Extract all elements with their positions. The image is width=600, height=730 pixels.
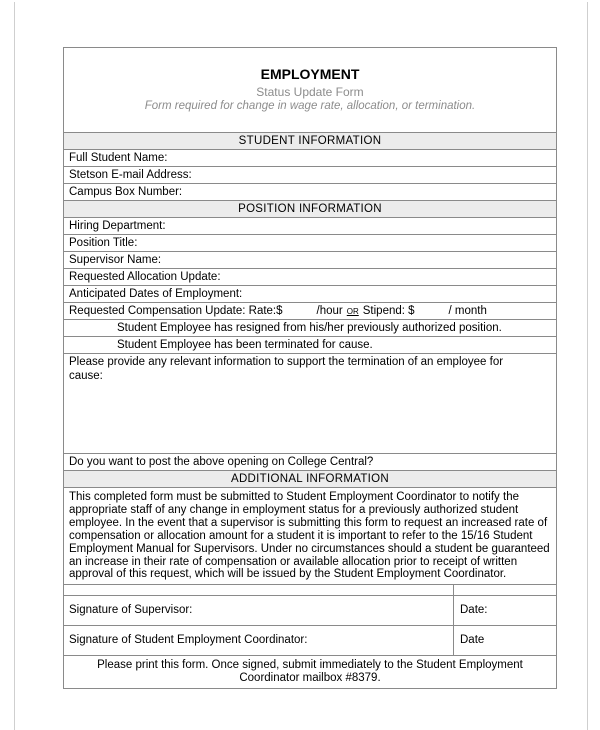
form-title: EMPLOYMENT bbox=[260, 66, 360, 82]
option-terminated[interactable]: Student Employee has been terminated for cause. bbox=[64, 336, 556, 353]
additional-info-paragraph: This completed form must be submitted to Student Employment Coordinator to notify the appropriate staff of any change in employment status for a previously authorized student employee. In the event that a supervisor is submitting this form to request an increased rate of compensation or allocation amount for a student it is important to refer to the 15/16 Student Employment Manual for Supervisors. Under no circumstances should a student be guaranteed an increase in their rate of compensation or available allocation prior to receipt of written approval of this request, which will be issued by the Student Employment Coordinator. bbox=[64, 487, 556, 584]
field-campus-box[interactable]: Campus Box Number: bbox=[64, 183, 556, 200]
coordinator-signature-label: Signature of Student Employment Coordinator: bbox=[69, 634, 308, 647]
field-hiring-department[interactable]: Hiring Department: bbox=[64, 217, 556, 234]
per-month-label: / month bbox=[448, 305, 487, 317]
additional-info-heading: ADDITIONAL INFORMATION bbox=[64, 470, 556, 487]
field-full-student-name[interactable]: Full Student Name: bbox=[64, 149, 556, 166]
position-info-heading: POSITION INFORMATION bbox=[64, 200, 556, 217]
field-position-title[interactable]: Position Title: bbox=[64, 234, 556, 251]
per-hour-label: /hour bbox=[316, 305, 343, 317]
supervisor-signature-row[interactable] bbox=[64, 595, 556, 625]
form-description: Form required for change in wage rate, allocation, or termination. bbox=[144, 100, 476, 112]
college-central-question[interactable]: Do you want to post the above opening on College Central? bbox=[64, 453, 556, 470]
form-footer-instructions: Please print this form. Once signed, submit immediately to the Student Employment Coordinator mailbox #8379. bbox=[64, 655, 556, 688]
or-label: OR bbox=[346, 307, 359, 316]
field-email-address[interactable]: Stetson E-mail Address: bbox=[64, 166, 556, 183]
supervisor-date-label[interactable]: Date: bbox=[453, 596, 556, 625]
coordinator-signature-row[interactable] bbox=[64, 625, 556, 655]
coordinator-date-label[interactable]: Date bbox=[453, 626, 556, 655]
termination-explanation-field[interactable]: Please provide any relevant information to support the termination of an employee for cause: bbox=[64, 353, 556, 453]
form-subtitle: Status Update Form bbox=[256, 85, 364, 99]
field-compensation-update[interactable] bbox=[64, 302, 556, 319]
stipend-label: Stipend: $ bbox=[362, 305, 415, 317]
field-supervisor-name[interactable]: Supervisor Name: bbox=[64, 251, 556, 268]
field-dates-employment[interactable]: Anticipated Dates of Employment: bbox=[64, 285, 556, 302]
signature-spacer bbox=[64, 584, 556, 595]
form-header bbox=[64, 48, 556, 132]
option-resigned[interactable]: Student Employee has resigned from his/her previously authorized position. bbox=[64, 319, 556, 336]
supervisor-signature-label: Signature of Supervisor: bbox=[69, 604, 193, 617]
compensation-rate-label: Requested Compensation Update: Rate:$ bbox=[69, 305, 283, 317]
field-allocation-update[interactable]: Requested Allocation Update: bbox=[64, 268, 556, 285]
employment-status-form bbox=[63, 47, 557, 689]
student-info-heading: STUDENT INFORMATION bbox=[64, 132, 556, 149]
